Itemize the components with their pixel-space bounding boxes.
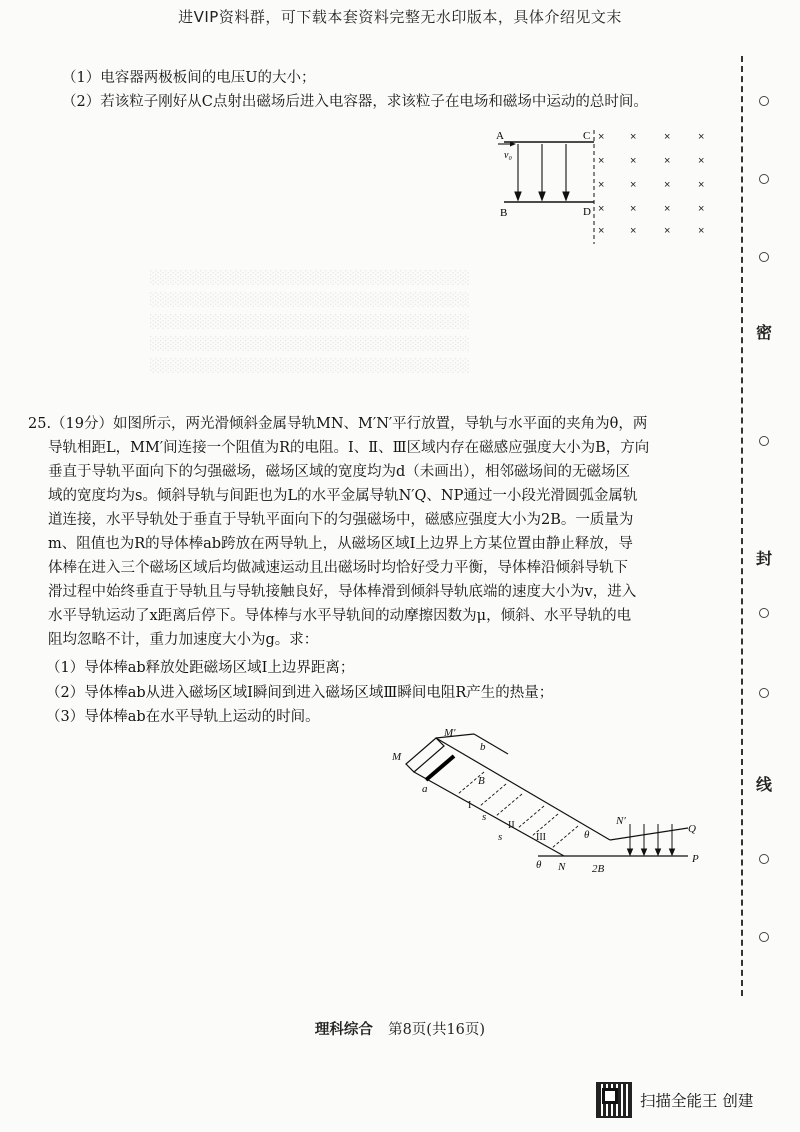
label-N-prime: N′: [616, 815, 626, 827]
q25-line-0: 如图所示，两光滑倾斜金属导轨MN、M′N′平行放置，导轨与水平面的夹角为θ，两: [113, 416, 648, 432]
label-region-II: II: [508, 820, 515, 831]
label-B: B: [500, 207, 508, 219]
label-N: N: [558, 861, 566, 873]
seal-dashed-line: [741, 56, 745, 996]
field-cross-18: ×: [664, 225, 671, 237]
label-M-prime: M′: [444, 728, 456, 739]
label-region-III: III: [536, 832, 546, 843]
label-A: A: [496, 130, 504, 142]
seal-char-xian: 线: [756, 775, 773, 794]
label-region-I: I: [468, 800, 472, 811]
field-cross-19: ×: [698, 225, 705, 237]
q25-line-6: 体棒在进入三个磁场区域后均做减速运动且出磁场时均恰好受力平衡，导体棒沿倾斜导轨下: [48, 560, 628, 576]
field-cross-1: ×: [630, 131, 637, 143]
field-cross-12: ×: [598, 203, 605, 215]
field-cross-17: ×: [630, 225, 637, 237]
field-cross-16: ×: [598, 225, 605, 237]
footer-page-number: 第8页(共16页): [388, 1022, 486, 1038]
field-cross-0: ×: [598, 131, 605, 143]
seal-hole: [759, 252, 769, 262]
q25-line-7: 滑过程中始终垂直于导轨且与导轨接触良好，导体棒滑到倾斜导轨底端的速度大小为v，进入: [48, 584, 637, 600]
seal-hole: [759, 932, 769, 942]
field-cross-13: ×: [630, 203, 637, 215]
field-cross-4: ×: [598, 155, 605, 167]
footer-subject: 理科综合: [314, 1021, 373, 1038]
seal-hole: [759, 436, 769, 446]
field-cross-8: ×: [598, 179, 605, 191]
question-25: [28, 412, 708, 652]
bleed-through-text: ░░░░░░░░░░░░░░░░░░░░░░░░░░░░░░░░ ░░░░░░░░░░░░░░░░░░░░░░░░░░░░░░░░ ░░░░░░░░░░░░░░░░░░░░░░░░░░░░░░░░ ░░░░░░░░░░░░░░░░░░░░░░░░░░░░░░░░ ░░░░░░░░░░░░░░░░░░░░░░░░░░░░░░░░: [150, 271, 470, 374]
label-Q: Q: [688, 823, 696, 835]
seal-hole: [759, 854, 769, 864]
field-cross-2: ×: [664, 131, 671, 143]
seal-hole: [759, 608, 769, 618]
label-C: C: [583, 130, 591, 142]
question-number: 25.（19分）: [28, 416, 114, 432]
label-b: b: [480, 741, 486, 753]
scanner-label: 扫描全能王 创建: [640, 1092, 754, 1110]
q25-line-1: 导轨相距L，MM′间连接一个阻值为R的电阻。Ⅰ、Ⅱ、Ⅲ区域内存在磁感应强度大小为B，方向: [48, 440, 650, 456]
seal-char-feng: 封: [756, 549, 773, 568]
field-cross-15: ×: [698, 203, 705, 215]
page-footer: [0, 1018, 800, 1039]
label-s-1: s: [482, 811, 487, 823]
seal-hole: [759, 688, 769, 698]
label-v0: v₀: [504, 150, 512, 161]
inclined-rails-figure: [388, 728, 706, 878]
q25-line-2: 垂直于导轨平面向下的匀强磁场，磁场区域的宽度均为d（未画出），相邻磁场间的无磁场区: [48, 464, 631, 480]
prev-subquestion-1: （1）电容器两极板间的电压U的大小；: [62, 70, 316, 86]
label-M: M: [392, 751, 402, 763]
seal-char-mi: 密: [756, 323, 773, 342]
q25-subquestions: [46, 656, 553, 730]
capacitor-field-figure: [490, 126, 730, 246]
field-cross-9: ×: [630, 179, 637, 191]
q25-line-8: 水平导轨运动了x距离后停下。导体棒与水平导轨间的动摩擦因数为μ，倾斜、水平导轨的电: [48, 608, 632, 624]
label-D: D: [583, 206, 591, 218]
label-theta-2: θ: [536, 859, 542, 871]
field-cross-5: ×: [630, 155, 637, 167]
label-B-field: B: [478, 775, 485, 787]
scanner-credit: [596, 1080, 753, 1120]
q25-line-5: m、阻值也为R的导体棒ab跨放在两导轨上，从磁场区域Ⅰ上边界上方某位置由静止释放，导: [48, 536, 633, 552]
label-s-2: s: [498, 831, 503, 843]
field-cross-3: ×: [698, 131, 705, 143]
label-theta-1: θ: [584, 829, 590, 841]
qr-code-icon[interactable]: [596, 1082, 632, 1118]
q25-line-4: 道连接，水平导轨处于垂直于导轨平面向下的匀强磁场中，磁感应强度大小为2B。一质量为: [48, 512, 634, 528]
q25-line-9: 阻均忽略不计，重力加速度大小为g。求：: [48, 632, 319, 648]
field-cross-11: ×: [698, 179, 705, 191]
label-a: a: [422, 783, 428, 795]
q25-line-3: 域的宽度均为s。倾斜导轨与间距也为L的水平金属导轨N′Q、NP通过一小段光滑圆弧金属轨: [48, 488, 638, 504]
q25-item-1: （1）导体棒ab释放处距磁场区域Ⅰ上边界距离；: [46, 660, 355, 676]
field-cross-7: ×: [698, 155, 705, 167]
seal-hole: [759, 96, 769, 106]
field-cross-14: ×: [664, 203, 671, 215]
q25-item-3: （3）导体棒ab在水平导轨上运动的时间。: [46, 709, 320, 725]
field-cross-10: ×: [664, 179, 671, 191]
label-P: P: [692, 853, 699, 865]
seal-hole: [759, 174, 769, 184]
field-cross-6: ×: [664, 155, 671, 167]
label-2B: 2B: [592, 863, 605, 875]
vip-banner[interactable]: 进VIP资料群，可下载本套资料完整无水印版本，具体介绍见文末: [178, 8, 622, 26]
q25-item-2: （2）导体棒ab从进入磁场区域Ⅰ瞬间到进入磁场区域Ⅲ瞬间电阻R产生的热量；: [46, 684, 554, 701]
prev-subquestion-2: （2）若该粒子刚好从C点射出磁场后进入电容器，求该粒子在电场和磁场中运动的总时间。: [62, 94, 648, 110]
